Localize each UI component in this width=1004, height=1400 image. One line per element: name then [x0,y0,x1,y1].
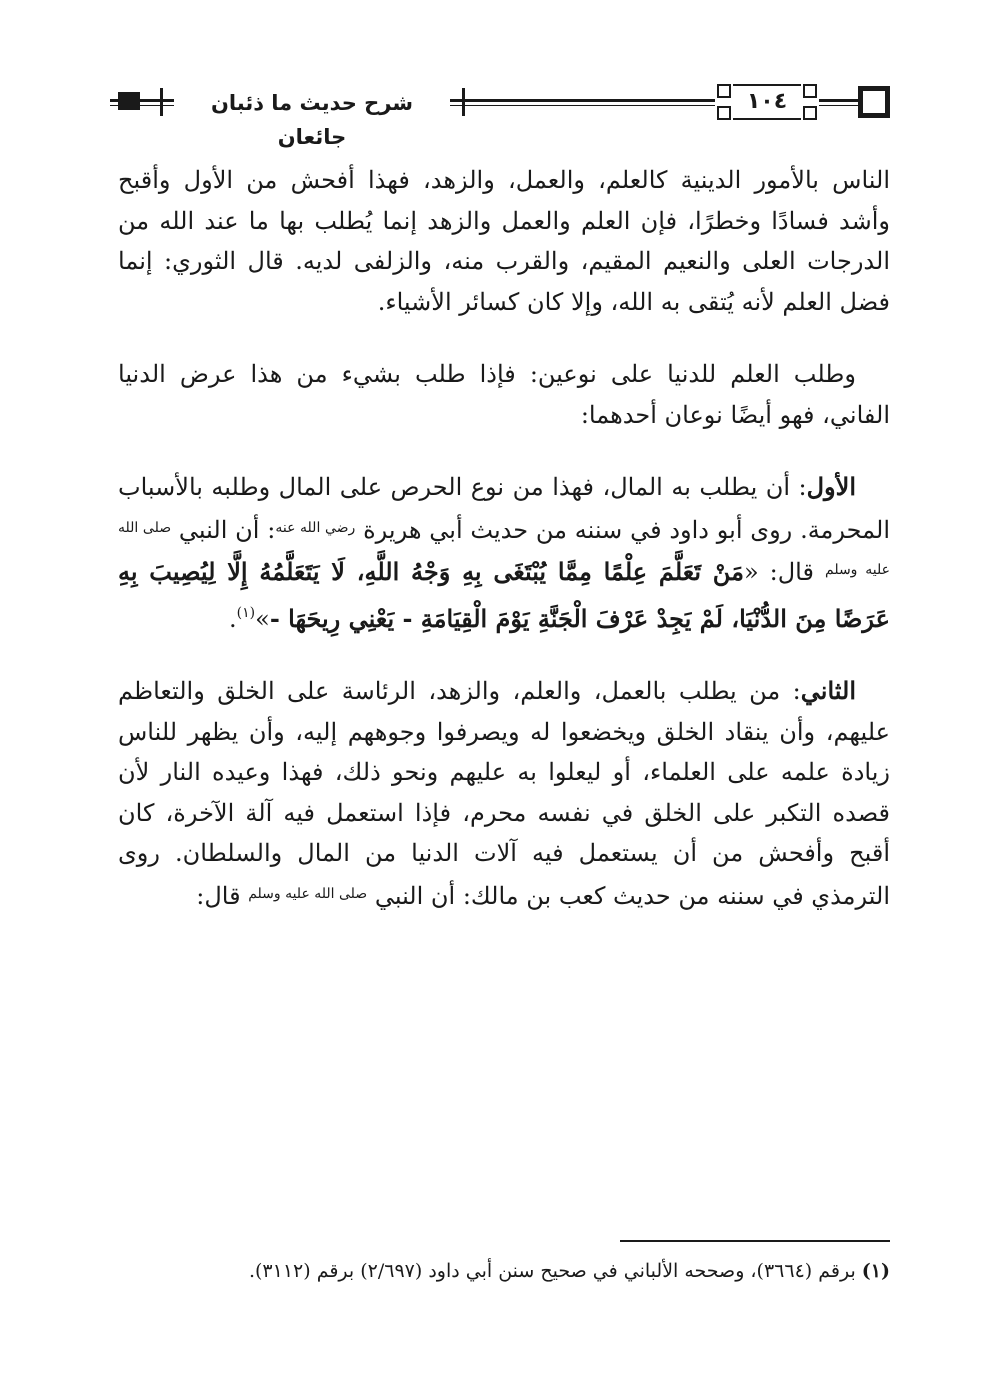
honorific-prophet: صلى الله عليه وسلم [248,885,368,902]
header-bar-left [160,88,163,116]
paragraph-text: » [255,604,270,633]
footnote-ref[interactable]: (١) [236,604,256,621]
header-title: شرح حديث ما ذئبان جائعان [174,86,450,120]
header-ornament-right [858,86,890,118]
paragraph-text: : أن النبي [171,515,276,544]
paragraph-4 [118,671,890,916]
paragraph-text: قال: [196,881,249,910]
paragraph-text: قال: « [743,558,825,586]
paragraph-lead-second: الثاني [800,676,856,705]
honorific-sahabi: رضي الله عنه [275,519,356,536]
paragraph-lead-first: الأول [806,472,856,501]
footnote-rule [620,1240,890,1242]
paragraph-2: وطلب العلم للدنيا على نوعين: فإذا طلب بشيء من هذا عرض الدنيا الفاني، فهو أيضًا نوعان أحدهما: [118,360,890,429]
main-text [118,160,890,916]
footnote [118,1256,890,1287]
paragraph-text: : أن يطلب به المال، فهذا من نوع الحرص على المال وطلبه بالأسباب المحرمة. روى أبو داود في سننه من حديث أبي هريرة [118,473,891,544]
page-number: ١٠٤ [746,89,788,114]
header-ornament-left [118,92,140,110]
paragraph-text: . [229,604,237,633]
footnote-number: (١) [861,1260,890,1282]
paragraph-3 [118,467,890,639]
paragraph-text: : من يطلب بالعمل، والعلم، والزهد، الرئاسة على الخلق والتعاظم عليهم، وأن ينقاد الخلق ويخضعوا له ويصرفوا وجوههم إليه، وأن يظهر للناس زيادة علمه على العلماء، أو ليعلوا به عليهم ونحو ذلك، فهذا وعيده النار لأن قصده التكبر على الخلق في نفسه محرم، فإذا استعمل فيه آلة الآخرة، كان أقبح وأفحش من أن يستعمل فيه آلات الدنيا من المال والسلطان. روى الترمذي في سننه من حديث كعب بن مالك: أن النبي [118,677,890,910]
paragraph-1: الناس بالأمور الدينية كالعلم، والعمل، والزهد، فهذا أفحش من الأول وأقبح وأشد فسادًا وخطرًا، فإن العلم والعمل والزهد إنما يُطلب بها ما عند الله من الدرجات العلى والنعيم المقيم، والقرب منه، والزلفى لديه. قال الثوري: إنما فضل العلم لأنه يُتقى به الله، وإلا كان كسائر الأشياء. [118,166,891,316]
footnote-text: برقم (٣٦٦٤)، وصححه الألباني في صحيح سنن أبي داود (٢/٦٩٧) برقم (٣١١٢). [248,1260,862,1282]
header-bar-mid [462,88,465,116]
running-header [110,80,890,149]
honorific-prophet: صلى الله عليه وسلم [118,519,891,578]
page-number-frame [715,82,819,122]
hadith-quote: مَنْ تَعَلَّمَ عِلْمًا مِمَّا يُبْتَغَى بِهِ وَجْهُ اللَّهِ، لَا يَتَعَلَّمُهُ إِلَّا لِيُصِيبَ بِهِ عَرَضًا مِنَ الدُّنْيَا، لَمْ يَجِدْ عَرْفَ الْجَنَّةِ يَوْمَ الْقِيَامَةِ - يَعْنِي رِيحَهَا - [118,557,890,633]
